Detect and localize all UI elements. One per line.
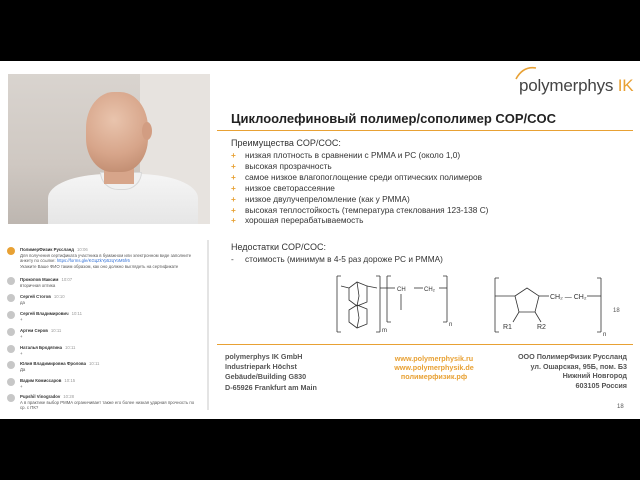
user-avatar	[7, 311, 15, 319]
advantage-item: + низкая плотность в сравнении с PMMA и PC (около 1,0)	[231, 150, 461, 160]
plus-bullet: +	[231, 204, 236, 215]
chem-label-ch2: CH₂	[424, 287, 435, 293]
logo-arc-icon	[515, 66, 537, 80]
chat-time: 10:11	[50, 328, 62, 333]
chat-text: вторичная оптика	[20, 283, 56, 288]
chat-time: 10:07	[61, 277, 73, 282]
chat-time: 10:11	[88, 361, 100, 366]
advantage-item: + низкое двулучепреломление (как у PMMA)	[231, 193, 410, 204]
chat-text: ср. с ПК?	[20, 405, 39, 411]
chat-text: +	[20, 384, 23, 389]
chat-author: Наталья Бродягина	[20, 345, 62, 350]
chem-label-r1: R1	[503, 324, 512, 331]
chem-label-ch: CH	[397, 287, 406, 293]
chat-author: Прокопов Максим	[20, 277, 59, 282]
footer-address-de: polymerphys IK GmbH Industriepark Höchst Gebäude/Building G830 D-65926 Frankfurt am Main	[225, 352, 317, 392]
chat-time: 10:11	[65, 345, 76, 350]
plus-bullet: +	[231, 193, 236, 204]
chat-author: ПолимерФизик Руссланд	[20, 247, 74, 252]
chat-scrollbar[interactable]	[207, 240, 209, 410]
chat-text: Да	[20, 367, 26, 372]
chat-time: 10:10	[53, 294, 65, 299]
advantages-list	[231, 150, 488, 226]
chat-text: Укажите Ваше ФИО таким образом, как оно должно выглядеть на сертификате	[20, 263, 179, 269]
chat-text: +	[20, 334, 23, 339]
chat-text: +	[20, 317, 23, 322]
chat-panel[interactable]	[6, 233, 212, 417]
disadvantage-item: - стоимость (минимум в 4-5 раз дороже PC и PMMA)	[231, 254, 443, 264]
advantages-heading: Преимущества COP/COC:	[231, 138, 341, 148]
slide-inner-number: 18	[613, 308, 620, 314]
slide-page-number: 18	[617, 404, 624, 410]
advantage-item: + самое низкое влагопоглощение среди оптических полимеров	[231, 171, 483, 182]
logo-ik: IK	[617, 76, 634, 95]
chem-label-r2: R2	[537, 324, 546, 331]
speaker-video	[8, 74, 210, 224]
chat-author: Сергей Владимирович	[20, 311, 69, 316]
title-divider	[217, 130, 633, 131]
footer-address-ru: ООО ПолимерФизик Руссланд ул. Ошарская, 95Б, пом. Б3 Нижний Новгород 603105 Россия	[517, 352, 627, 390]
chat-time: 10:06	[76, 247, 88, 252]
chat-author: Юлия Владимировна Фролова	[20, 361, 86, 366]
chat-text: А в практике выбор PMMA ограничивает также его более низкая ударная прочность по	[20, 400, 195, 405]
chemical-structures	[335, 272, 620, 342]
user-avatar	[7, 345, 15, 353]
chat-author: Артем Серов	[20, 328, 48, 333]
plus-bullet: +	[231, 160, 236, 171]
chat-author: Pupshil Vinogradov	[20, 394, 61, 399]
chem-label-m: m	[382, 328, 387, 334]
logo-text: polymerphys	[519, 76, 614, 95]
user-avatar	[7, 294, 15, 302]
advantage-item: + высокая теплостойкость (температура стеклования 123-138 С)	[231, 204, 489, 215]
dash-bullet: -	[231, 254, 234, 264]
user-avatar	[7, 328, 15, 336]
slide-title: Циклоолефиновый полимер/сополимер COP/COC	[231, 111, 557, 126]
presentation-slide	[217, 64, 633, 414]
chem-label-n: n	[449, 322, 453, 328]
plus-bullet: +	[231, 182, 236, 193]
chat-text: +	[20, 351, 23, 356]
plus-bullet: +	[231, 215, 236, 226]
user-avatar	[7, 394, 15, 402]
advantage-item: + низкое светорассеяние	[231, 182, 335, 193]
chat-text: да	[20, 300, 25, 305]
chat-truncated-line	[6, 233, 212, 239]
website-link[interactable]: www.polymerphysik.de	[394, 363, 474, 372]
chat-text: анкету по ссылке:	[20, 258, 56, 264]
user-avatar	[7, 277, 15, 285]
chat-time: 10:28	[63, 394, 75, 399]
chat-time: 10:11	[71, 311, 83, 316]
chem-label-n2: n	[603, 332, 607, 338]
footer-websites	[369, 354, 499, 381]
chat-author: Сергей Стогов	[20, 294, 51, 299]
company-logo	[519, 76, 633, 96]
plus-bullet: +	[231, 150, 236, 160]
advantage-item: + высокая прозрачность	[231, 160, 332, 171]
user-avatar	[7, 247, 15, 255]
website-link[interactable]: www.polymerphysik.ru	[394, 354, 474, 363]
chat-time: 10:15	[64, 378, 76, 383]
advantage-item: + хорошая перерабатываемость	[231, 215, 364, 226]
chat-author: Вадим Комиссаров	[20, 378, 62, 383]
footer-divider	[217, 344, 633, 345]
user-avatar	[7, 361, 15, 369]
chem-label-ch2-ch2: CH₂ — CH₂	[550, 294, 587, 301]
website-link[interactable]: полимерфизик.рф	[400, 372, 468, 381]
chat-link[interactable]: https://forms.gle/KGqZkYp52qYoM5fr6	[56, 258, 130, 264]
disadvantages-heading: Недостатки COP/COC:	[231, 242, 326, 252]
plus-bullet: +	[231, 171, 236, 182]
chat-text: Для получения сертификата участника в бумажном или электронном виде заполните	[20, 253, 192, 258]
user-avatar	[7, 378, 15, 386]
